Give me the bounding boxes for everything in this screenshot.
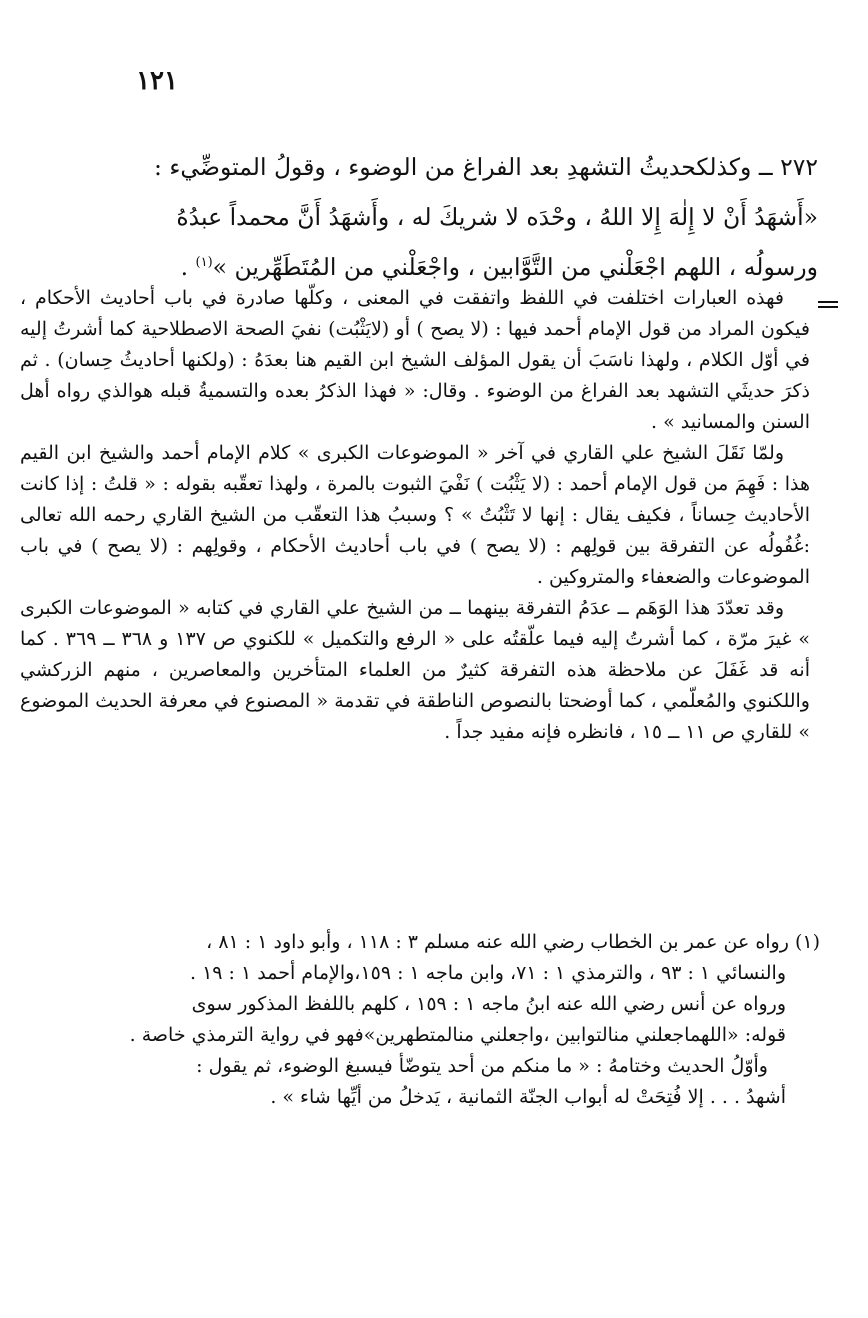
commentary-paragraph: وقد تعدّدَ هذا الوَهَم ــ عدَمُ التفرقة بينهما ــ من الشيخ علي القاري في كتابه « الموضوعات الكبرى » غيرَ مرّة ، كما أشرتُ إليه فيما علّقتُه على « الرفع والتكميل » للكنوي ص ١٣٧ و ٣٦٨ ــ ٣٦٩ . كما أنه قد غَفَلَ عن ملاحظة هذه التفرقة كثيرٌ من العلماء المتأخرين والمعاصرين ، منهم الزركشي واللكنوي والمُعلّمي ، كما أوضحتا بالنصوص الناطقة في تقدمة « المصنوع في معرفة الحديث الموضوع » للقاري ص ١١ ــ ١٥ ، فانظره فإنه مفيد جداً . xyxy=(20,597,811,743)
main-text-line: ٢٧٢ ــ وكذلكحديثُ التشهدِ بعد الفراغ من الوضوء ، وقولُ المتوضِّيء : xyxy=(153,153,818,181)
page-number: ١٢١ xyxy=(136,66,178,96)
main-text-line-body: ورسولُه ، اللهم اجْعَلْني من التَّوَّابين ، واجْعَلْني من المُتَطَهِّرين » xyxy=(212,253,818,281)
main-text-line: «أَشهَدُ أَنْ لا إِلٰهَ إِلا اللهُ ، وحْدَه لا شريكَ له ، وأَشهَدُ أَنَّ محمداً عبدُهُ xyxy=(176,203,818,231)
footnote-marker: (١) xyxy=(195,255,213,271)
footnote-line: والنسائي ١ : ٩٣ ، والترمذي ١ : ٧١، وابن ماجه ١ : ١٥٩،والإمام أحمد ١ : ١٩ . xyxy=(190,962,786,984)
footnote-line: قوله: «اللهماجعلني منالتوابين ،واجعلني منالمتطهرين»فهو في رواية الترمذي خاصة . xyxy=(129,1024,786,1046)
footnote-line: ورواه عن أنس رضي الله عنه ابنُ ماجه ١ : ١٥٩ ، كلهم باللفظ المذكور سوى xyxy=(191,993,786,1015)
commentary-paragraph: فهذه العبارات اختلفت في اللفظ واتفقت في المعنى ، وكلّها صادرة في باب أحاديث الأحكام ، فيكون المراد من قول الإمام أحمد فيها : (لا يصح ) أو (لايَثْبُت) نفيَ الصحة الاصطلاحية كما أشرتُ إليه في أوّل الكلام ، ولهذا ناسَبَ أن يقول المؤلف الشيخ ابن القيم هنا بعدَهُ : (ولكنها أحاديثُ حِسان) . ثم ذكرَ حديثَي التشهد بعد الفراغ من الوضوء . وقال: « فهذا الذكرُ بعده والتسميةُ قبله هوالذي رواه أهل السنن والمسانيد » . xyxy=(20,287,810,433)
commentary-paragraph: ولمّا نَقَلَ الشيخ علي القاري في آخر « الموضوعات الكبرى » كلام الإمام أحمد والشيخ ابن القيم هذا : فَهِمَ من قول الإمام أحمد : (لا يَثْبُت ) نَفْيَ الثبوت بالمرة ، ولهذا تعقّبه بقوله : « قلتُ : إذا كانت الأحاديث حِساناً ، فكيف يقال : إنها لا تَثْبُتُ » ؟ وسببُ هذا التعقّب من الشيخ القاري رحمه الله تعالى :غُفُولُه عن التفرقة بين قولِهم : (لا يصح ) في باب أحاديث الأحكام ، وقولِهم : (لا يصح ) في باب الموضوعات والضعفاء والمتروكين . xyxy=(20,442,810,588)
commentary-separator xyxy=(818,301,838,308)
footnote-line: (١) رواه عن عمر بن الخطاب رضي الله عنه مسلم ٣ : ١١٨ ، وأبو داود ١ : ٨١ ، xyxy=(206,931,820,953)
main-text xyxy=(38,142,818,292)
commentary-block xyxy=(20,283,810,748)
footnotes xyxy=(20,927,820,1113)
main-text-line-end: . xyxy=(180,253,196,281)
footnote-line: أشهدُ . . . إلا فُتِحَتْ له أبواب الجنّة الثمانية ، يَدخلُ من أيِّها شاء » . xyxy=(270,1086,786,1108)
footnote-line: وأوّلُ الحديث وختامهُ : « ما منكم من أحد يتوضّأ فيسبغ الوضوء، ثم يقول : xyxy=(196,1055,768,1077)
